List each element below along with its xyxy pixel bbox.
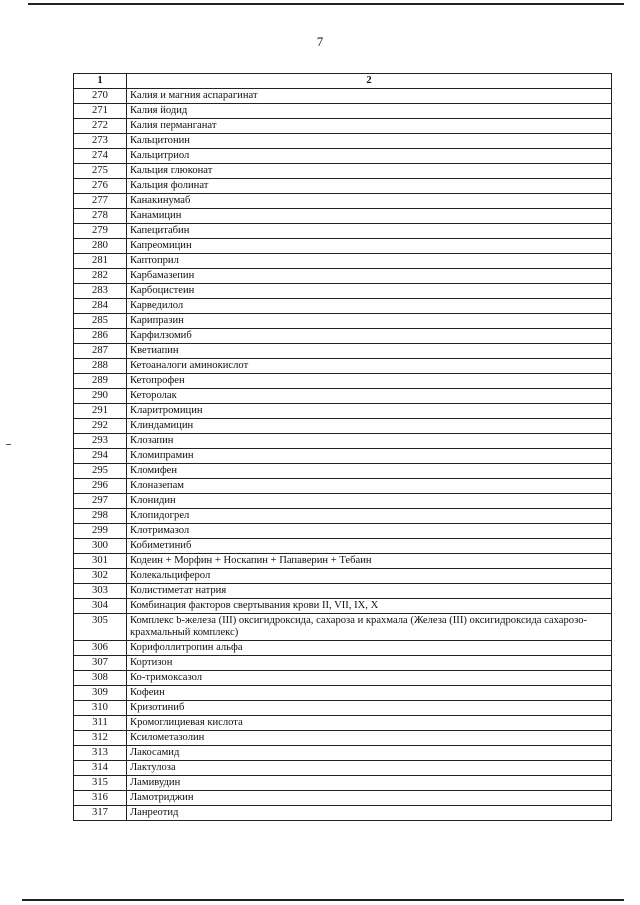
table-row: [74, 701, 612, 716]
drug-name: Корифоллитропин альфа: [127, 641, 612, 656]
table-row: [74, 509, 612, 524]
drug-name: Комплекс b-железа (III) оксигидроксида, сахароза и крахмала (Железа (III) оксигидроксида сахарозо-крахмальный комплекс): [127, 614, 612, 641]
drug-name: Карбамазепин: [127, 269, 612, 284]
drug-name: Кобиметиниб: [127, 539, 612, 554]
drug-name: Лактулоза: [127, 761, 612, 776]
table-row: [74, 104, 612, 119]
drug-name: Кодеин + Морфин + Носкапин + Папаверин + Тебаин: [127, 554, 612, 569]
drug-name: Колистиметат натрия: [127, 584, 612, 599]
table-row: [74, 584, 612, 599]
page-number: 7: [316, 34, 324, 49]
header-col-1: 1: [74, 74, 127, 89]
drug-name: Ламотриджин: [127, 791, 612, 806]
row-number: 270: [74, 89, 127, 104]
table-row: [74, 374, 612, 389]
table-row: [74, 614, 612, 641]
row-number: 312: [74, 731, 127, 746]
drug-name: Кеторолак: [127, 389, 612, 404]
row-number: 293: [74, 434, 127, 449]
row-number: 279: [74, 224, 127, 239]
drug-name: Кортизон: [127, 656, 612, 671]
table-row: [74, 419, 612, 434]
top-rule: [28, 3, 624, 5]
table-row: [74, 449, 612, 464]
row-number: 278: [74, 209, 127, 224]
row-number: 311: [74, 716, 127, 731]
table-row: [74, 656, 612, 671]
table-row: [74, 791, 612, 806]
drug-name: Карбоцистеин: [127, 284, 612, 299]
row-number: 302: [74, 569, 127, 584]
drug-name: Кломифен: [127, 464, 612, 479]
table-row: [74, 539, 612, 554]
row-number: 296: [74, 479, 127, 494]
drug-name: Ланреотид: [127, 806, 612, 821]
drug-name: Комбинация факторов свертывания крови II, VII, IX, X: [127, 599, 612, 614]
table-row: [74, 599, 612, 614]
drug-name: Карведилол: [127, 299, 612, 314]
drug-name: Кризотиниб: [127, 701, 612, 716]
table-row: [74, 344, 612, 359]
row-number: 316: [74, 791, 127, 806]
row-number: 274: [74, 149, 127, 164]
row-number: 299: [74, 524, 127, 539]
table-row: [74, 479, 612, 494]
row-number: 294: [74, 449, 127, 464]
table-row: [74, 299, 612, 314]
drug-name: Колекальциферол: [127, 569, 612, 584]
row-number: 317: [74, 806, 127, 821]
row-number: 276: [74, 179, 127, 194]
row-number: 308: [74, 671, 127, 686]
table-row: [74, 134, 612, 149]
drug-name: Калия и магния аспарагинат: [127, 89, 612, 104]
row-number: 298: [74, 509, 127, 524]
drug-name: Кларитромицин: [127, 404, 612, 419]
drug-name: Калия йодид: [127, 104, 612, 119]
table-row: [74, 761, 612, 776]
row-number: 273: [74, 134, 127, 149]
row-number: 297: [74, 494, 127, 509]
row-number: 285: [74, 314, 127, 329]
table-row: [74, 731, 612, 746]
row-number: 307: [74, 656, 127, 671]
table-row: [74, 284, 612, 299]
row-number: 271: [74, 104, 127, 119]
table-row: [74, 209, 612, 224]
drug-name: Канамицин: [127, 209, 612, 224]
row-number: 283: [74, 284, 127, 299]
drug-list-table: [73, 73, 612, 821]
drug-name: Кетоаналоги аминокислот: [127, 359, 612, 374]
table-row: [74, 149, 612, 164]
drug-name: Кофеин: [127, 686, 612, 701]
row-number: 295: [74, 464, 127, 479]
row-number: 284: [74, 299, 127, 314]
row-number: 287: [74, 344, 127, 359]
table-row: [74, 164, 612, 179]
drug-name: Капреомицин: [127, 239, 612, 254]
row-number: 309: [74, 686, 127, 701]
drug-name: Кальцитонин: [127, 134, 612, 149]
drug-name: Капецитабин: [127, 224, 612, 239]
table-row: [74, 434, 612, 449]
drug-name: Ламивудин: [127, 776, 612, 791]
table-row: [74, 224, 612, 239]
table-row: [74, 269, 612, 284]
table-row: [74, 119, 612, 134]
table-row: [74, 404, 612, 419]
table-row: [74, 89, 612, 104]
drug-name: Лакосамид: [127, 746, 612, 761]
table-row: [74, 524, 612, 539]
table-row: [74, 641, 612, 656]
row-number: 314: [74, 761, 127, 776]
row-number: 275: [74, 164, 127, 179]
row-number: 290: [74, 389, 127, 404]
row-number: 313: [74, 746, 127, 761]
table-row: [74, 194, 612, 209]
table-row: [74, 686, 612, 701]
table-row: [74, 179, 612, 194]
margin-mark: [6, 444, 11, 445]
table-body: [74, 89, 612, 821]
table-row: [74, 329, 612, 344]
row-number: 305: [74, 614, 127, 641]
row-number: 291: [74, 404, 127, 419]
table-header-row: [74, 74, 612, 89]
drug-name: Клозапин: [127, 434, 612, 449]
drug-name: Ко-тримоксазол: [127, 671, 612, 686]
table-row: [74, 494, 612, 509]
drug-name: Калия перманганат: [127, 119, 612, 134]
row-number: 289: [74, 374, 127, 389]
bottom-rule: [22, 899, 624, 901]
row-number: 304: [74, 599, 127, 614]
table-row: [74, 806, 612, 821]
row-number: 286: [74, 329, 127, 344]
row-number: 292: [74, 419, 127, 434]
row-number: 301: [74, 554, 127, 569]
drug-name: Каптоприл: [127, 254, 612, 269]
table-row: [74, 389, 612, 404]
row-number: 277: [74, 194, 127, 209]
drug-name: Клопидогрел: [127, 509, 612, 524]
drug-name: Клонидин: [127, 494, 612, 509]
row-number: 281: [74, 254, 127, 269]
drug-name: Ксилометазолин: [127, 731, 612, 746]
table-row: [74, 254, 612, 269]
row-number: 300: [74, 539, 127, 554]
table-row: [74, 464, 612, 479]
row-number: 310: [74, 701, 127, 716]
row-number: 272: [74, 119, 127, 134]
drug-name: Канакинумаб: [127, 194, 612, 209]
drug-name: Кветиапин: [127, 344, 612, 359]
table-row: [74, 314, 612, 329]
row-number: 288: [74, 359, 127, 374]
table-row: [74, 554, 612, 569]
drug-name: Клоназепам: [127, 479, 612, 494]
drug-name: Кальция глюконат: [127, 164, 612, 179]
table-row: [74, 671, 612, 686]
table-row: [74, 569, 612, 584]
table-row: [74, 239, 612, 254]
drug-name: Карфилзомиб: [127, 329, 612, 344]
row-number: 306: [74, 641, 127, 656]
drug-name: Кломипрамин: [127, 449, 612, 464]
table-row: [74, 359, 612, 374]
drug-name: Кетопрофен: [127, 374, 612, 389]
drug-name: Кромоглициевая кислота: [127, 716, 612, 731]
table-row: [74, 716, 612, 731]
drug-name: Карипразин: [127, 314, 612, 329]
row-number: 282: [74, 269, 127, 284]
drug-name: Кальция фолинат: [127, 179, 612, 194]
table-row: [74, 746, 612, 761]
row-number: 303: [74, 584, 127, 599]
table-row: [74, 776, 612, 791]
row-number: 280: [74, 239, 127, 254]
header-col-2: 2: [127, 74, 612, 89]
drug-name: Клиндамицин: [127, 419, 612, 434]
drug-name: Клотримазол: [127, 524, 612, 539]
row-number: 315: [74, 776, 127, 791]
drug-name: Кальцитриол: [127, 149, 612, 164]
